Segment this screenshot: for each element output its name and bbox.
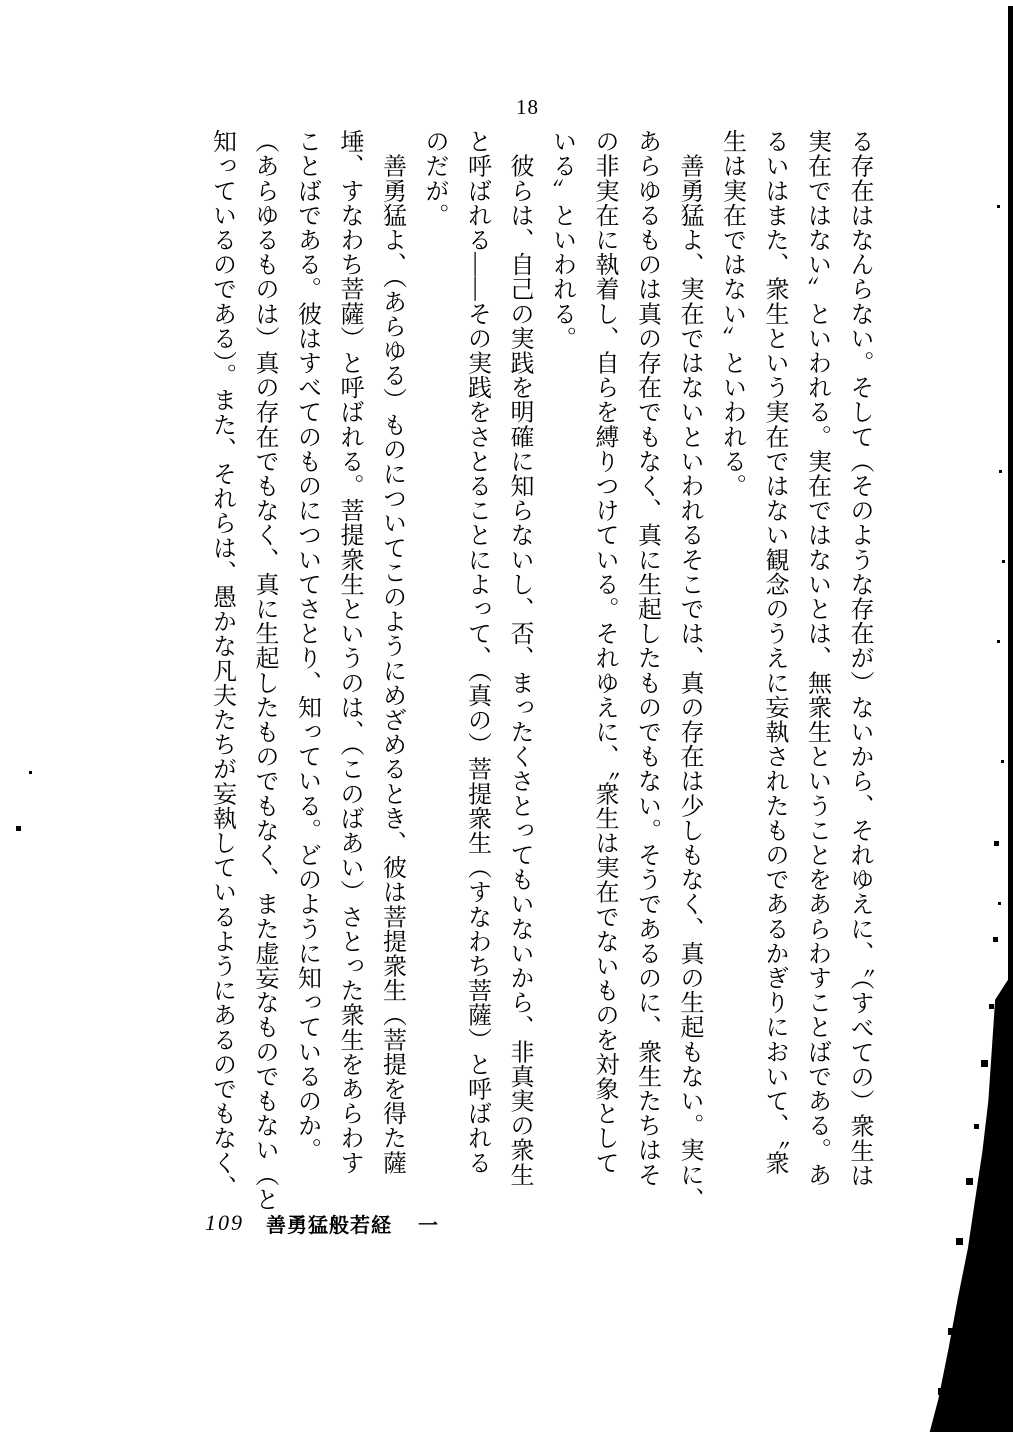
text-column: るいはまた、衆生という実在ではない観念のうえに妄執されたものであるかぎりにおいて、〝衆 [761, 129, 787, 1175]
footer-running-title [205, 1206, 438, 1240]
text-column: 埵、すなわち菩薩）と呼ばれる。菩提衆生というのは、（このばあい）さとった衆生をあらわす [336, 129, 362, 1175]
text-column: の非実在に執着し、自らを縛りつけている。それゆえに、〝衆生は実在でないものを対象として [591, 129, 617, 1175]
text-column: 彼らは、自己の実践を明確に知らないし、否、まったくさとってもいないから、非真実の衆生 [506, 129, 532, 1187]
text-column: る存在はなんらない。そして（そのような存在が）ないから、それゆえに、〝（すべての）衆生は [846, 129, 872, 1188]
text-column: あらゆるものは真の存在でもなく、真に生起したものでもない。そうであるのに、衆生たちはそ [633, 129, 660, 1187]
vertical-text-block [198, 129, 880, 1212]
text-column: ことばである。彼はすべてのものについてさとり、知っている。どのように知っているのか。 [293, 129, 320, 1163]
text-column: のだが。 [421, 129, 447, 228]
footer-book-title: 善勇猛般若経 [266, 1214, 392, 1237]
scan-speck-artifacts [29, 771, 32, 774]
text-column: 生は実在ではない〟といわれる。 [718, 129, 745, 498]
text-column: 善勇猛よ、実在ではないといわれるそこでは、真の存在は少しもなく、真の生起もない。実に、 [676, 129, 702, 1212]
footer-page-number: 109 [205, 1210, 244, 1235]
text-column: と呼ばれる——その実践をさとることによって、（真の）菩提衆生（すなわち菩薩）と呼ばれる [463, 129, 490, 1175]
footer-volume-mark: 一 [418, 1214, 438, 1237]
text-column: いる〟といわれる。 [548, 129, 575, 351]
text-column: 実在ではない〟といわれる。実在ではないとは、無衆生ということをあらわすことばである。あ [803, 129, 830, 1187]
top-page-number: 18 [516, 95, 539, 119]
scan-corner-blob-artifact [928, 972, 1013, 1432]
text-column: 善勇猛よ、（あらゆる）ものについてこのようにめざめるとき、彼は菩提衆生（菩提を得た薩 [378, 129, 405, 1175]
text-column: 知っているのである）。また、それらは、愚かな凡夫たちが妄執しているようにあるのでもなく、 [208, 129, 235, 1200]
text-column: （あらゆるものは）真の存在でもなく、真に生起したものでもなく、また虚妄なものでもない（と [251, 129, 277, 1212]
